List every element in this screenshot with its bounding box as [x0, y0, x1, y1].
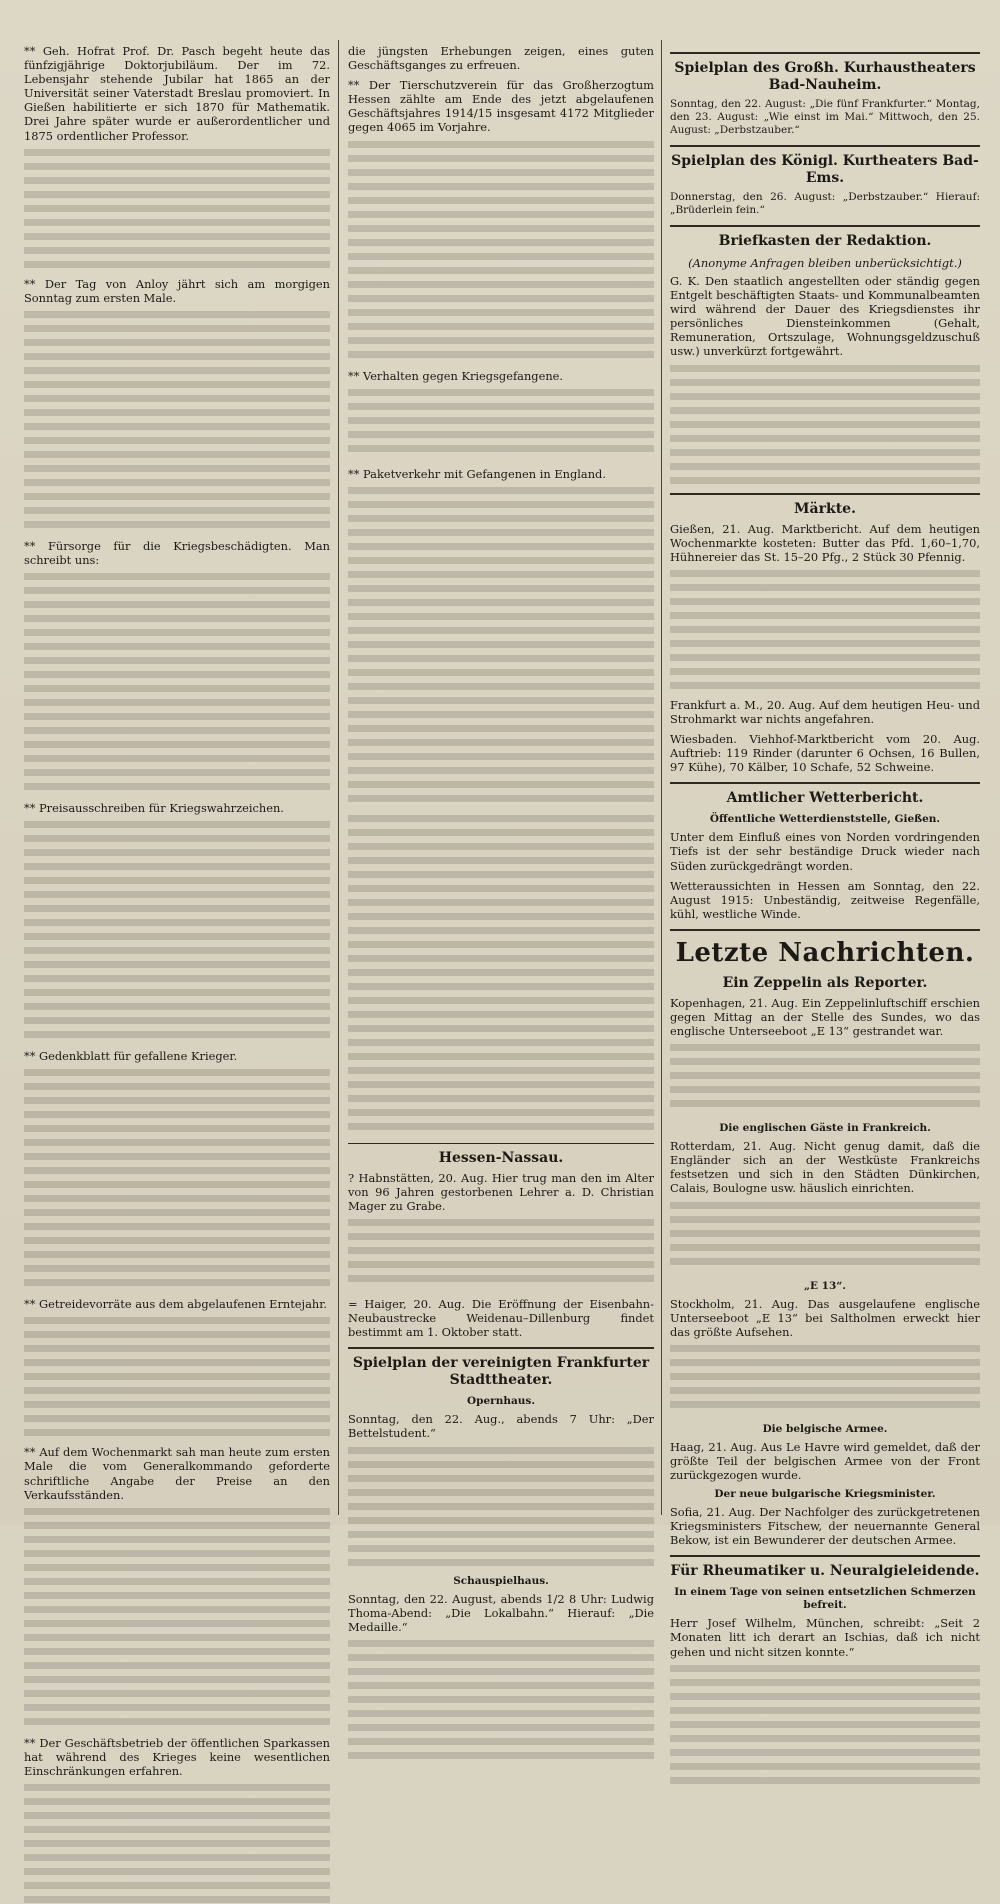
divider [670, 145, 980, 147]
article-anloy: ** Der Tag von Anloy jährt sich am morgigen Sonntag zum ersten Male. [24, 276, 330, 305]
minister-title: Der neue bulgarische Kriegsminister. [714, 1488, 936, 1501]
article-haiger: = Haiger, 20. Aug. Die Eröffnung der Eisenbahn-Neubaustrecke Weidenau–Dillenburg findet bestimmt am 1. Oktober statt. [348, 1297, 654, 1340]
article-paketverkehr-continued [348, 487, 654, 807]
theater-frankfurt-title: Spielplan der vereinigten Frankfurter Stadttheater. [352, 1355, 650, 1389]
e13-title: „E 13“. [803, 1279, 846, 1292]
maerkte-giessen: Gießen, 21. Aug. Marktbericht. Auf dem heutigen Wochenmarkte kosteten: Butter das Pfd. 1,60–1,70, Hühnereier das St. 15–20 Pfg., 2 Stück 30 Pfennig. [670, 521, 980, 564]
article-tierschutzverein: ** Der Tierschutzverein für das Großherzogtum Hessen zählte am Ende des jetzt abgelaufenen Geschäftsjahres 1914/15 insgesamt 4172 Mitglieder gegen 4065 im Vorjahre. [348, 78, 654, 135]
divider [670, 1555, 980, 1557]
article-gedenkblatt-continued [24, 1069, 330, 1289]
briefkasten-subtitle: (Anonyme Anfragen bleiben unberücksichtigt.) [688, 256, 962, 270]
ad-title: Für Rheumatiker u. Neuralgieleidende. [670, 1563, 980, 1580]
spielplan-nauheim-text: Sonntag, den 22. August: „Die fünf Frankfurter.“ Montag, den 23. August: „Wie einst im Mai.“ Mittwoch, den 25. August: „Derbstzauber.“ [670, 98, 980, 136]
divider [670, 929, 980, 931]
divider [670, 225, 980, 227]
article-paketverkehr-continued-2 [348, 815, 654, 1135]
opernhaus-heading: Opernhaus. [467, 1395, 535, 1408]
column-1 [18, 44, 336, 1778]
article-sparkassen: ** Der Geschäftsbetrieb der öffentlichen Sparkassen hat während des Krieges keine wesentlichen Einschränkungen erfahren. [24, 1735, 330, 1778]
wetter-subtitle: Öffentliche Wetterdienststelle, Gießen. [709, 813, 941, 826]
zeppelin-title: Ein Zeppelin als Reporter. [722, 974, 928, 991]
opernhaus-program: Sonntag, den 22. Aug., abends 7 Uhr: „Der Bettelstudent.“ [348, 1412, 654, 1441]
schauspielhaus-program: Sonntag, den 22. August, abends 1/2 8 Uhr: Ludwig Thoma-Abend: „Die Lokalbahn.“ Hierauf: „Die Medaille.“ [348, 1591, 654, 1634]
maerkte-wiesbaden: Wiesbaden. Viehhof-Marktbericht vom 20. Aug. Auftrieb: 119 Rinder (darunter 6 Ochsen, 16 Bullen, 97 Kühe), 70 Kälber, 10 Schafe, 52 Schweine. [670, 732, 980, 775]
zeppelin-text: Kopenhagen, 21. Aug. Ein Zeppelinluftschiff erschien gegen Mittag an der Stelle des Sundes, wo das englische Unterseeboot „E 13“ gestrandet war. [670, 995, 980, 1039]
article-getreidevorraete: ** Getreidevorräte aus dem abgelaufenen Erntejahr. [24, 1297, 328, 1312]
ad-text-continued [670, 1665, 980, 1785]
e13-text: Stockholm, 21. Aug. Das ausgelaufene englische Unterseeboot „E 13“ bei Saltholmen erweckt hier das größte Aufsehen. [670, 1296, 980, 1339]
article-habnstaetten-continued [348, 1219, 654, 1289]
maerkte-frankfurt: Frankfurt a. M., 20. Aug. Auf dem heutigen Heu- und Strohmarkt war nichts angefahren. [670, 697, 980, 726]
gaeste-title: Die englischen Gäste in Frankreich. [719, 1122, 931, 1135]
spielplan-nauheim-title: Spielplan des Großh. Kurhaustheaters Bad-Nauheim. [674, 60, 976, 93]
letzte-nachrichten-title: Letzte Nachrichten. [675, 937, 975, 968]
article-sparkassen-continued [24, 1784, 330, 1904]
schauspielhaus-heading: Schauspielhaus. [453, 1574, 549, 1587]
article-fuersorge: ** Fürsorge für die Kriegsbeschädigten. Man schreibt uns: [24, 538, 330, 567]
article-pasch: ** Geh. Hofrat Prof. Dr. Pasch begeht heute das fünfzigjährige Doktorjubiläum. Der im 72. Lebensjahr stehende Jubilar hat 1865 an der Universität seiner Vaterstadt Breslau promoviert. In Gießen habilitierte er sich 1870 für Mathematik. Drei Jahre später wurde er außerordentlicher und 1875 ordentlicher Professor. [24, 44, 330, 143]
wetter-aussichten: Wetteraussichten in Hessen am Sonntag, den 22. August 1915: Unbeständig, zeitweise Regenfälle, kühl, westliche Winde. [670, 878, 980, 921]
wetter-text: Unter dem Einfluß eines von Norden vordringenden Tiefs ist der sehr beständige Druck wieder nach Süden zurückgedrängt worden. [670, 830, 980, 873]
article-pasch-continued [24, 149, 330, 269]
article-wochenmarkt: ** Auf dem Wochenmarkt sah man heute zum ersten Male die vom Generalkommando geforderte schriftliche Angabe der Preise an den Verkaufsständen. [24, 1445, 330, 1502]
divider [670, 52, 980, 54]
spielplan-ems-text: Donnerstag, den 26. August: „Derbstzauber.“ Hierauf: „Brüderlein fein.“ [670, 191, 980, 216]
schauspielhaus-program-continued [348, 1640, 654, 1760]
armee-title: Die belgische Armee. [762, 1422, 888, 1435]
column-rule-2 [661, 40, 662, 1515]
article-getreidevorraete-continued [24, 1317, 330, 1437]
article-fuersorge-continued [24, 573, 330, 793]
column-rule-1 [338, 40, 339, 1515]
article-habnstaetten: ? Habnstätten, 20. Aug. Hier trug man den im Alter von 96 Jahren gestorbenen Lehrer a. D. Christian Mager zu Grabe. [348, 1170, 654, 1213]
article-wochenmarkt-continued [24, 1508, 330, 1728]
divider [670, 493, 980, 495]
article-preisausschreiben-continued [24, 821, 330, 1041]
section-hessen-nassau: Hessen-Nassau. [438, 1149, 564, 1166]
gaeste-text: Rotterdam, 21. Aug. Nicht genug damit, daß die Engländer sich an der Westküste Frankreichs festsetzen und sich in den Städten Dünkirchen, Calais, Boulogne usw. häuslich einrichten. [670, 1139, 980, 1196]
ad-subtitle: In einem Tage von seinen entsetzlichen Schmerzen befreit. [674, 1586, 976, 1612]
briefkasten-text-continued [670, 365, 980, 485]
spielplan-ems-title: Spielplan des Königl. Kurtheaters Bad-Ems. [671, 153, 979, 186]
ad-text: Herr Josef Wilhelm, München, schreibt: „Seit 2 Monaten litt ich derart an Ischias, daß ich nicht gehen und nicht sitzen konnte.“ [670, 1616, 980, 1659]
divider [670, 782, 980, 784]
opernhaus-program-continued [348, 1447, 654, 1567]
wetter-title: Amtlicher Wetterbericht. [726, 790, 924, 807]
article-preisausschreiben: ** Preisausschreiben für Kriegswahrzeichen. [24, 801, 284, 816]
maerkte-title: Märkte. [794, 500, 856, 517]
minister-text: Sofia, 21. Aug. Der Nachfolger des zurückgetretenen Kriegsministers Fitschew, der neuernannte General Bekow, ist ein Bewunderer der deutschen Armee. [670, 1505, 980, 1548]
armee-text: Haag, 21. Aug. Aus Le Havre wird gemeldet, daß der größte Teil der belgischen Armee von der Front zurückgezogen wurde. [670, 1439, 980, 1482]
zeppelin-text-continued [670, 1044, 980, 1114]
article-paketverkehr: ** Paketverkehr mit Gefangenen in England. [348, 466, 606, 481]
article-kriegsgefangene-continued [348, 389, 654, 459]
gaeste-text-continued [670, 1202, 980, 1272]
article-kriegsgefangene: ** Verhalten gegen Kriegsgefangene. [348, 368, 564, 383]
briefkasten-text: G. K. Den staatlich angestellten oder ständig gegen Entgelt beschäftigten Staats- und Kommunalbeamten wird während der Dauer des Kriegsdienstes ihr persönliches Diensteinkommen (Gehalt, Remuneration, Ortszulage, Wohnungsgeldzuschuß usw.) unverkürzt fortgewährt. [670, 274, 980, 359]
divider [348, 1143, 654, 1144]
article-tierschutzverein-continued [348, 141, 654, 361]
divider [348, 1347, 654, 1349]
article-continued-top: die jüngsten Erhebungen zeigen, eines guten Geschäftsganges zu erfreuen. [348, 44, 654, 73]
column-2 [342, 44, 660, 1634]
column-3 [664, 44, 986, 1659]
maerkte-giessen-continued [670, 570, 980, 690]
e13-text-continued [670, 1345, 980, 1415]
article-gedenkblatt: ** Gedenkblatt für gefallene Krieger. [24, 1049, 238, 1064]
briefkasten-title: Briefkasten der Redaktion. [718, 233, 932, 249]
article-anloy-continued [24, 311, 330, 531]
